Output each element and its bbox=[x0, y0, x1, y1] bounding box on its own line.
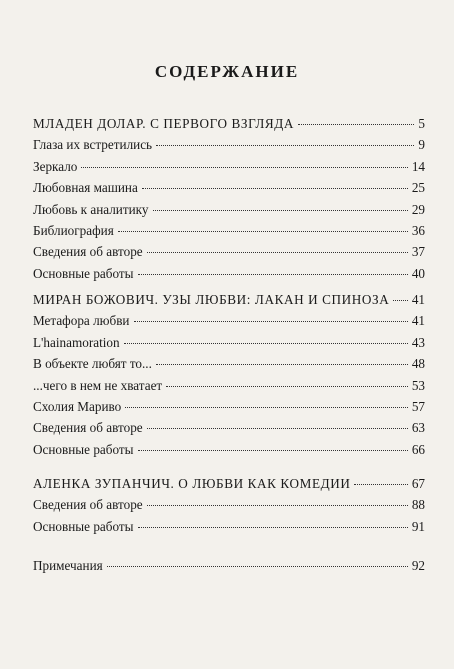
toc-page-number: 36 bbox=[411, 222, 425, 238]
toc-entry-label: Основные работы bbox=[33, 265, 134, 281]
toc-page-number: 29 bbox=[411, 201, 425, 217]
toc-page-number: 9 bbox=[418, 137, 425, 153]
page-title: СОДЕРЖАНИЕ bbox=[154, 62, 300, 81]
toc-page-number: 41 bbox=[411, 313, 425, 329]
toc-entry-label: Сведения об авторе bbox=[33, 244, 143, 260]
toc-page-number: 41 bbox=[411, 292, 425, 307]
toc-entry-label: L'hainamoration bbox=[33, 334, 120, 350]
toc-entry-label: Любовь к аналитику bbox=[33, 201, 149, 217]
dot-leader bbox=[156, 145, 414, 146]
toc-entry bbox=[33, 223, 425, 244]
dot-leader bbox=[125, 407, 408, 408]
dot-leader bbox=[134, 321, 408, 322]
toc-entry bbox=[33, 558, 425, 579]
toc-entry-label: Сведения об авторе bbox=[33, 497, 143, 513]
dot-leader bbox=[107, 566, 408, 567]
toc-entry-label: Основные работы bbox=[33, 518, 134, 534]
toc-entry-label: Зеркало bbox=[33, 158, 78, 174]
dot-leader bbox=[298, 124, 414, 125]
toc-page-number: 67 bbox=[411, 476, 425, 491]
toc-entry-label: В объекте любят то... bbox=[33, 356, 152, 372]
toc-entry bbox=[33, 244, 425, 265]
toc-page-number: 92 bbox=[411, 558, 425, 573]
toc-page-number: 5 bbox=[418, 116, 425, 131]
toc-heading-label: МЛАДЕН ДОЛАР. С ПЕРВОГО ВЗГЛЯДА bbox=[33, 116, 295, 131]
dot-leader bbox=[166, 386, 408, 387]
dot-leader bbox=[118, 231, 408, 232]
toc-heading-label: АЛЕНКА ЗУПАНЧИЧ. О ЛЮБВИ КАК КОМЕДИИ bbox=[33, 476, 351, 491]
toc-entry-label: Глаза их встретились bbox=[33, 137, 153, 153]
toc-page-number: 14 bbox=[411, 158, 425, 174]
dot-leader bbox=[153, 210, 408, 211]
toc-entry bbox=[33, 356, 425, 377]
toc-entry bbox=[33, 442, 425, 463]
dot-leader bbox=[81, 167, 407, 168]
toc-entry-label: Примечания bbox=[33, 558, 103, 573]
toc-entry bbox=[33, 335, 425, 356]
toc-entry bbox=[33, 313, 425, 334]
toc-entry bbox=[33, 266, 425, 287]
dot-leader bbox=[147, 252, 408, 253]
toc-page-number: 40 bbox=[411, 265, 425, 281]
dot-leader bbox=[147, 505, 408, 506]
toc-entry bbox=[33, 159, 425, 180]
toc-page-number: 88 bbox=[411, 497, 425, 513]
toc-entry bbox=[33, 497, 425, 518]
toc-entry bbox=[33, 420, 425, 441]
toc-section-1 bbox=[33, 116, 425, 287]
toc-entry-label: Библиография bbox=[33, 222, 114, 238]
dot-leader bbox=[393, 300, 407, 301]
toc-page-number: 25 bbox=[411, 180, 425, 196]
toc-entry bbox=[33, 137, 425, 158]
toc-page-number: 48 bbox=[411, 356, 425, 372]
dot-leader bbox=[138, 274, 408, 275]
toc-page-number: 43 bbox=[411, 334, 425, 350]
toc-notes bbox=[33, 558, 425, 579]
toc-entry bbox=[33, 378, 425, 399]
toc-page-number: 63 bbox=[411, 420, 425, 436]
toc-page-number: 66 bbox=[411, 441, 425, 457]
toc-heading-label: МИРАН БОЖОВИЧ. УЗЫ ЛЮБВИ: ЛАКАН И СПИНОЗА bbox=[33, 292, 390, 307]
toc-entry-label: Сведения об авторе bbox=[33, 420, 143, 436]
toc-section-2 bbox=[33, 292, 425, 463]
toc-page-number: 53 bbox=[411, 377, 425, 393]
toc-entry-label: Основные работы bbox=[33, 441, 134, 457]
dot-leader bbox=[142, 188, 408, 189]
toc-entry bbox=[33, 519, 425, 540]
toc-section-3 bbox=[33, 476, 425, 540]
toc-entry-label: Схолия Мариво bbox=[33, 398, 122, 414]
toc-page-number: 57 bbox=[411, 398, 425, 414]
dot-leader bbox=[138, 450, 408, 451]
toc-entry-label: Метафора любви bbox=[33, 313, 130, 329]
toc-entry bbox=[33, 180, 425, 201]
toc-entry bbox=[33, 202, 425, 223]
dot-leader bbox=[156, 364, 408, 365]
toc-heading bbox=[33, 292, 425, 313]
dot-leader bbox=[147, 428, 408, 429]
toc-entry-label: ...чего в нем не хватает bbox=[33, 377, 163, 393]
toc-heading bbox=[33, 116, 425, 137]
toc-heading bbox=[33, 476, 425, 497]
toc-page-number: 91 bbox=[411, 518, 425, 534]
toc-entry bbox=[33, 399, 425, 420]
toc-entry-label: Любовная машина bbox=[33, 180, 138, 196]
dot-leader bbox=[138, 527, 408, 528]
dot-leader bbox=[124, 343, 408, 344]
toc-page-number: 37 bbox=[411, 244, 425, 260]
dot-leader bbox=[354, 484, 407, 485]
